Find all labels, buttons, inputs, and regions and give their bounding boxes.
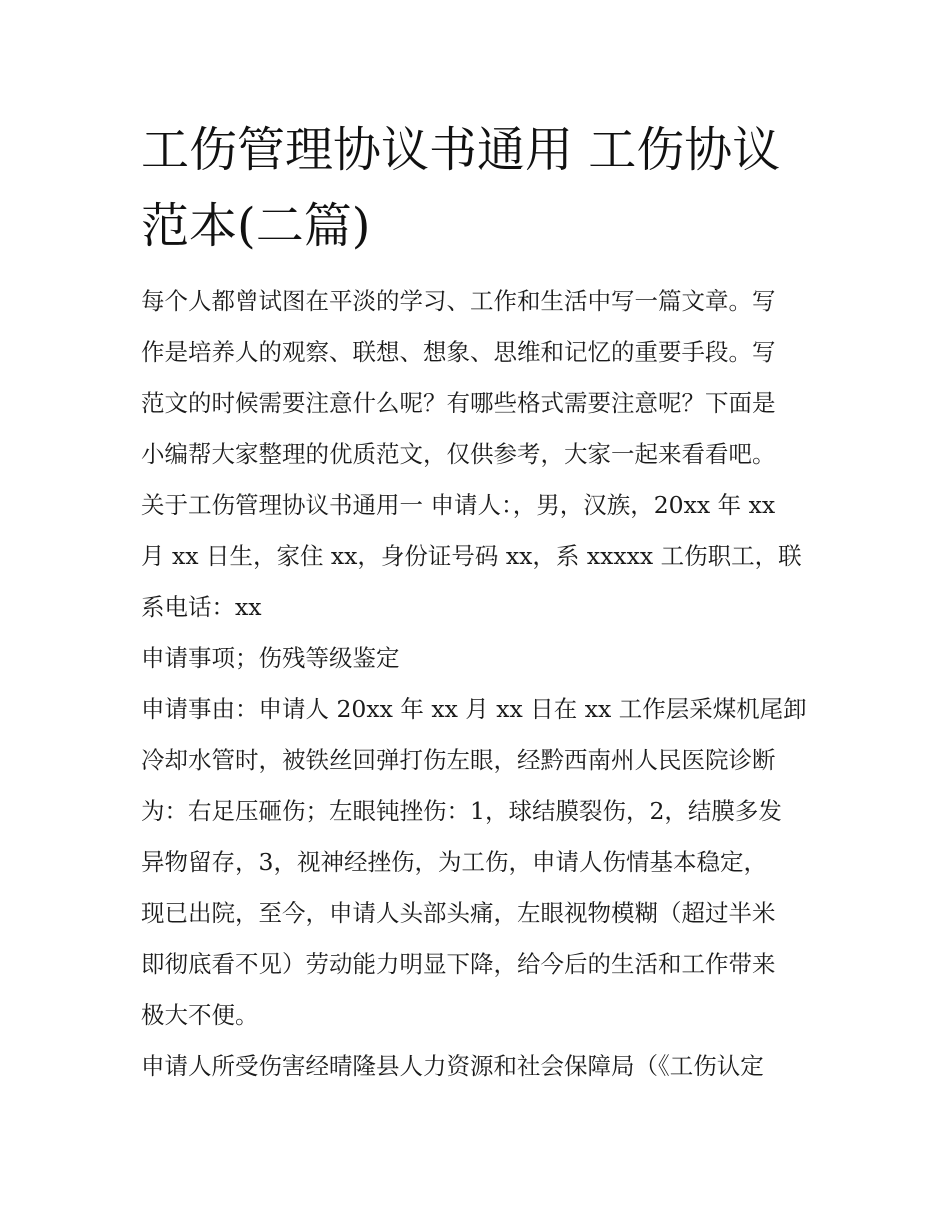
title-line: 范本(二篇): [141, 198, 371, 254]
text-line: 范文的时候需要注意什么呢？有哪些格式需要注意呢？下面是: [141, 389, 776, 417]
text-line: 为：右足压砸伤；左眼钝挫伤：1，球结膜裂伤，2，结膜多发: [141, 797, 782, 825]
text-line: 申请人所受伤害经晴隆县人力资源和社会保障局（《工伤认定: [141, 1052, 764, 1080]
document-title: [141, 112, 831, 264]
text-line: 冷却水管时，被铁丝回弹打伤左眼，经黔西南州人民医院诊断: [141, 746, 776, 774]
text-line: 系电话：xx: [141, 593, 262, 621]
text-line: 申请事由：申请人 20xx 年 xx 月 xx 日在 xx 工作层采煤机尾卸: [141, 695, 807, 723]
text-line: 异物留存，3，视神经挫伤，为工伤，申请人伤情基本稳定，: [141, 848, 767, 876]
document-body: [141, 276, 831, 1092]
request-reason-paragraph: [141, 684, 831, 1041]
text-line: 极大不便。: [141, 1001, 259, 1029]
text-line: 现已出院，至今，申请人头部头痛，左眼视物模糊（超过半米: [141, 899, 776, 927]
title-line: 工伤管理协议书通用 工伤协议: [141, 122, 781, 178]
intro-paragraph: [141, 276, 831, 480]
text-line: 小编帮大家整理的优质范文，仅供参考，大家一起来看看吧。: [141, 440, 776, 468]
text-line: 每个人都曾试图在平淡的学习、工作和生活中写一篇文章。写: [141, 287, 776, 315]
text-line: 月 xx 日生，家住 xx，身份证号码 xx，系 xxxxx 工伤职工，联: [141, 542, 802, 570]
text-line: 申请事项；伤残等级鉴定: [141, 644, 400, 672]
applicant-paragraph: [141, 480, 831, 633]
text-line: 作是培养人的观察、联想、想象、思维和记忆的重要手段。写: [141, 338, 776, 366]
request-item-paragraph: [141, 633, 831, 684]
text-line: 关于工伤管理协议书通用一 申请人：，男，汉族，20xx 年 xx: [141, 491, 776, 519]
text-line: 即彻底看不见）劳动能力明显下降，给今后的生活和工作带来: [141, 950, 776, 978]
injury-recognition-paragraph: [141, 1041, 831, 1092]
